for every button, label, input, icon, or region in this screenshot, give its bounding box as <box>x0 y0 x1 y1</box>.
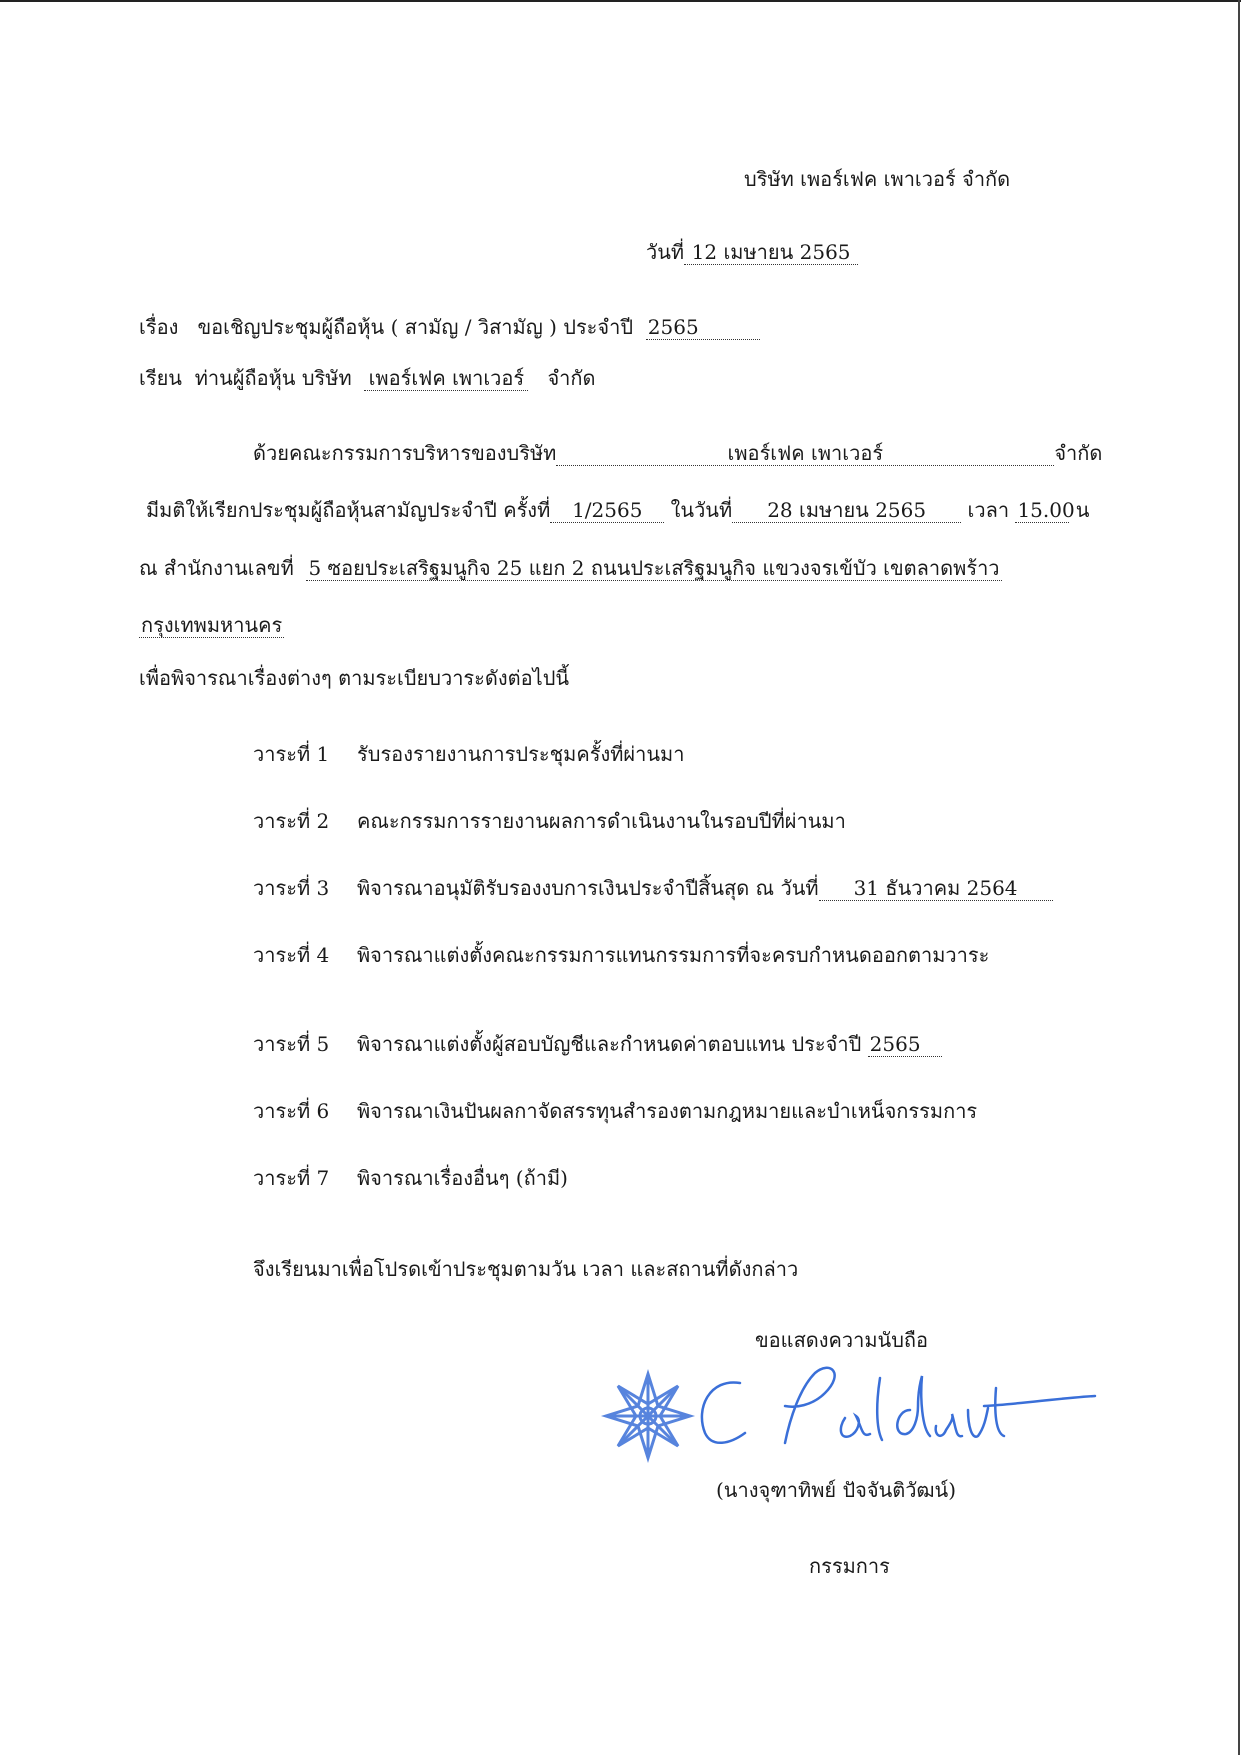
agenda-number: วาระที่ 7 <box>253 1166 330 1190</box>
agenda-number: วาระที่ 3 <box>253 876 330 900</box>
meeting-date-label: ในวันที่ <box>670 498 733 522</box>
page-top-border <box>0 0 1241 2</box>
recipient-label: เรียน <box>139 366 182 390</box>
recipient-line <box>139 366 595 391</box>
meeting-number: 1/2565 <box>550 498 664 523</box>
agenda-number: วาระที่ 6 <box>253 1099 330 1123</box>
agenda-number: วาระที่ 1 <box>253 742 330 766</box>
agenda-number: วาระที่ 2 <box>253 809 330 833</box>
agenda-item <box>253 1166 568 1190</box>
agenda-item <box>253 809 846 833</box>
agenda-text: พิจารณาเงินปันผลกาจัดสรรทุนสำรองตามกฎหมายและบำเหน็จกรรมการ <box>357 1099 978 1123</box>
page-right-border <box>1238 0 1240 1755</box>
body-line-2 <box>146 498 1089 523</box>
subject-label: เรื่อง <box>139 315 179 339</box>
signer-name: (นางจุฑาทิพย์ ปัจจันติวัฒน์) <box>716 1478 957 1502</box>
body-line-4: เพื่อพิจารณาเรื่องต่างๆ ตามระเบียบวาระดังต่อไปนี้ <box>139 666 570 690</box>
date-value: 12 เมษายน 2565 <box>684 240 858 265</box>
subject-text: ขอเชิญประชุมผู้ถือหุ้น ( สามัญ / วิสามัญ ) ประจำปี <box>197 315 634 339</box>
meeting-date: 28 เมษายน 2565 <box>732 498 961 523</box>
agenda-item <box>253 1099 977 1123</box>
office-address: 5 ซอยประเสริฐมนูกิจ 25 แยก 2 ถนนประเสริฐมนูกิจ แขวงจรเข้บัว เขตลาดพร้าว <box>308 556 1000 580</box>
body-line-address-2 <box>139 613 284 638</box>
agenda-text: พิจารณาแต่งตั้งผู้สอบบัญชีและกำหนดค่าตอบแทน ประจำปี <box>357 1032 862 1056</box>
body-line-1 <box>253 441 1102 466</box>
agenda-item <box>253 876 1053 901</box>
agenda-number: วาระที่ 4 <box>253 943 330 967</box>
subject-line <box>139 315 760 340</box>
agenda-item <box>253 1032 942 1057</box>
recipient-suffix: จำกัด <box>547 366 596 390</box>
signature-area <box>600 1348 1100 1468</box>
signature-icon <box>702 1368 1095 1443</box>
office-address-city: กรุงเทพมหานคร <box>141 613 283 637</box>
meeting-time-unit: น <box>1075 498 1090 522</box>
closing-text: จึงเรียนมาเพื่อโปรดเข้าประชุมตามวัน เวลา และสถานที่ดังกล่าว <box>253 1257 799 1281</box>
agenda-text: รับรองรายงานการประชุมครั้งที่ผ่านมา <box>357 742 685 766</box>
agenda-item <box>253 943 989 967</box>
agenda-fill: 31 ธันวาคม 2564 <box>819 876 1053 901</box>
agenda-item <box>253 742 684 766</box>
recipient-company: เพอร์เฟค เพาเวอร์ <box>364 366 528 391</box>
seal-icon <box>600 1348 1100 1468</box>
regards-text: ขอแสดงความนับถือ <box>755 1328 929 1352</box>
agenda-fill: 2565 <box>868 1032 942 1057</box>
agenda-text: พิจารณาแต่งตั้งคณะกรรมการแทนกรรมการที่จะครบกำหนดออกตามวาระ <box>357 943 990 967</box>
date-line <box>646 240 858 265</box>
signer-title: กรรมการ <box>809 1554 890 1578</box>
agenda-text: คณะกรรมการรายงานผลการดำเนินงานในรอบปีที่ผ่านมา <box>357 809 846 833</box>
meeting-call-text: มีมติให้เรียกประชุมผู้ถือหุ้นสามัญประจำปี ครั้งที่ <box>146 498 551 522</box>
meeting-time: 15.00 <box>1017 498 1075 522</box>
recipient-text: ท่านผู้ถือหุ้น บริษัท <box>194 366 352 390</box>
agenda-number: วาระที่ 5 <box>253 1032 330 1056</box>
agenda-text: พิจารณาอนุมัติรับรองงบการเงินประจำปีสิ้นสุด ณ วันที่ <box>357 876 819 900</box>
board-company: เพอร์เฟค เพาเวอร์ <box>556 441 1054 466</box>
company-header: บริษัท เพอร์เฟค เพาเวอร์ จำกัด <box>744 167 1011 191</box>
board-suffix: จำกัด <box>1054 441 1103 465</box>
body-line-3 <box>139 556 1002 581</box>
subject-year: 2565 <box>646 315 760 340</box>
agenda-text: พิจารณาเรื่องอื่นๆ (ถ้ามี) <box>357 1166 568 1190</box>
office-label: ณ สำนักงานเลขที่ <box>139 556 294 580</box>
board-text: ด้วยคณะกรรมการบริหารของบริษัท <box>253 441 557 465</box>
date-label: วันที่ <box>646 240 685 264</box>
meeting-time-label: เวลา <box>967 498 1010 522</box>
